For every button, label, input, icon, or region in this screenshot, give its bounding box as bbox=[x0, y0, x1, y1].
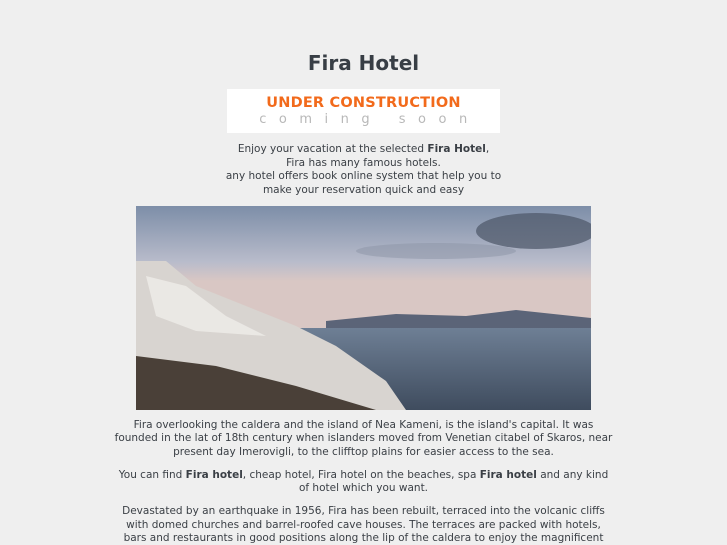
text-part: You can find bbox=[118, 468, 186, 481]
text-bold: Fira hotel bbox=[479, 468, 537, 481]
paragraph-hotels bbox=[114, 469, 614, 496]
intro-text-part: , bbox=[485, 143, 490, 155]
santorini-photo bbox=[136, 206, 591, 410]
paragraph-earthquake: Devastated by an earthquake in 1956, Fira has been rebuilt, terraced into the volcanic cliffs with domed churches and barrel-roofed cave houses. The terraces are packed with hotels, bars and restaurants in good positions along the lip of the caldera to enjoy the magnificent bbox=[122, 505, 605, 545]
text-part: , cheap hotel, Fira hotel on the beaches, spa bbox=[242, 468, 480, 481]
page-title: Fira Hotel bbox=[307, 51, 420, 75]
intro-line: any hotel offers book online system that help you to bbox=[225, 170, 502, 182]
under-construction-banner bbox=[227, 89, 500, 133]
intro-bold: Fira Hotel bbox=[427, 143, 486, 155]
intro-line: make your reservation quick and easy bbox=[262, 183, 465, 196]
banner-subheading: coming soon bbox=[259, 112, 480, 127]
text-bold: Fira hotel bbox=[185, 468, 243, 481]
intro-text-part: Enjoy your vacation at the selected bbox=[237, 143, 428, 155]
text-part: and any kind of hotel which you want. bbox=[298, 468, 609, 495]
banner-heading: UNDER CONSTRUCTION bbox=[266, 95, 461, 111]
paragraph-history: Fira overlooking the caldera and the island of Nea Kameni, is the island's capital. It was founded in the lat of 18th century when islanders moved from Venetian citabel of Skaros, near present day Imerovigli, to the clifftop plains for easier access to the sea. bbox=[114, 419, 613, 458]
content-text bbox=[114, 419, 614, 545]
page-container bbox=[114, 0, 614, 197]
intro-line: Fira has many famous hotels. bbox=[286, 156, 441, 169]
intro-text bbox=[114, 143, 614, 197]
